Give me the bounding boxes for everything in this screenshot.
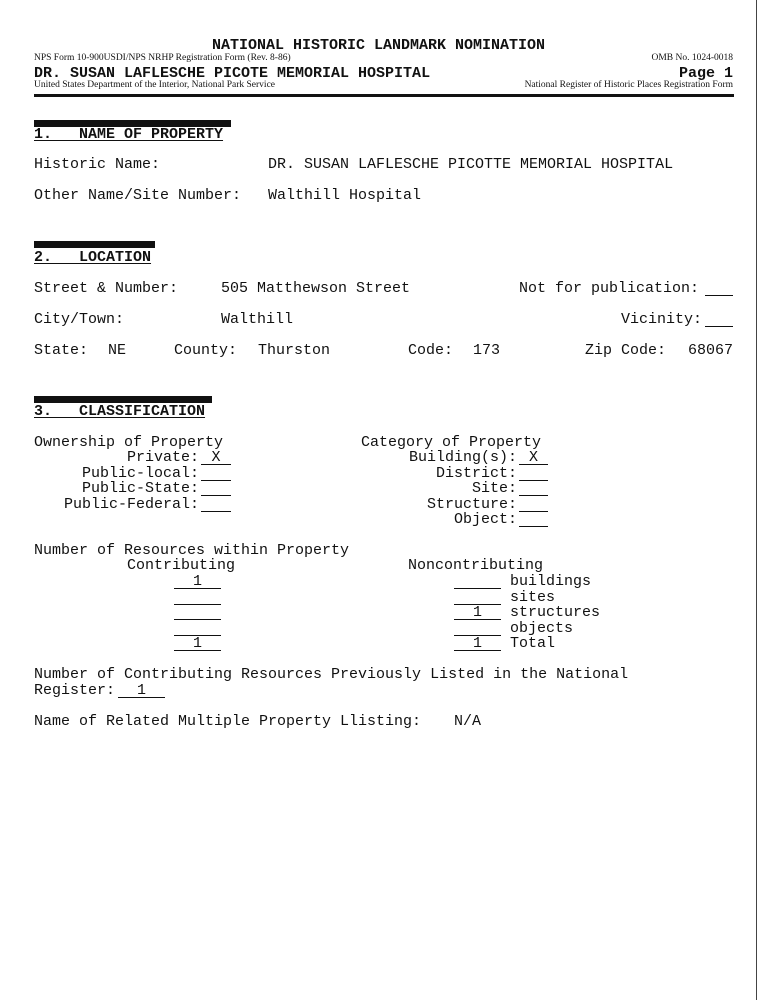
noncontributing-structures-field[interactable]: 1 <box>454 606 501 620</box>
ownership-public-federal-label: Public-Federal: <box>63 496 199 513</box>
vicinity-label: Vicinity: <box>621 311 703 328</box>
state-label: State: <box>34 342 89 359</box>
other-name-label: Other Name/Site Number: <box>34 187 242 204</box>
category-structure-field[interactable] <box>519 498 548 512</box>
ownership-public-state-label: Public-State: <box>81 480 199 497</box>
noncontributing-total-field[interactable]: 1 <box>454 637 501 651</box>
resource-type-total: Total <box>510 635 556 652</box>
contributing-label: Contributing <box>127 557 236 574</box>
resources-title: Number of Resources within Property <box>34 542 350 559</box>
register-form-name: National Register of Historic Places Registration Form <box>524 80 733 90</box>
contributing-total-field[interactable]: 1 <box>174 637 221 651</box>
zip-label: Zip Code: <box>585 342 667 359</box>
previously-listed-text: Number of Contributing Resources Previously Listed in the National <box>34 666 629 683</box>
category-site-label: Site: <box>471 480 517 497</box>
street-value: 505 Matthewson Street <box>221 280 411 297</box>
resource-type-objects: objects <box>510 620 574 637</box>
ownership-public-local-field[interactable] <box>201 467 231 481</box>
register-label: Register: <box>34 682 116 699</box>
category-title: Category of Property <box>361 434 542 451</box>
vicinity-field[interactable] <box>705 313 733 327</box>
section2-bar <box>34 241 155 248</box>
ownership-public-federal-field[interactable] <box>201 498 231 512</box>
contributing-sites-field[interactable] <box>174 591 221 605</box>
multiple-listing-value: N/A <box>454 713 482 730</box>
form-title: NATIONAL HISTORIC LANDMARK NOMINATION <box>211 37 546 54</box>
category-site-field[interactable] <box>519 482 548 496</box>
category-object-field[interactable] <box>519 513 548 527</box>
state-value: NE <box>108 342 127 359</box>
contributing-structures-field[interactable] <box>174 606 221 620</box>
city-label: City/Town: <box>34 311 125 328</box>
header-rule <box>34 94 734 97</box>
county-label: County: <box>174 342 238 359</box>
resource-type-buildings: buildings <box>510 573 592 590</box>
department-name: United States Department of the Interior, National Park Service <box>34 80 276 90</box>
not-for-publication-label: Not for publication: <box>519 280 700 297</box>
contributing-buildings-field[interactable]: 1 <box>174 575 221 589</box>
section3-heading: 3. CLASSIFICATION <box>34 403 206 420</box>
ownership-public-state-field[interactable] <box>201 482 231 496</box>
section1-heading: 1. NAME OF PROPERTY <box>34 126 224 143</box>
category-district-label: District: <box>435 465 517 482</box>
noncontributing-objects-field[interactable] <box>454 622 501 636</box>
category-object-label: Object: <box>453 511 517 528</box>
historic-name-label: Historic Name: <box>34 156 161 173</box>
ownership-private-field[interactable]: X <box>201 451 231 465</box>
zip-value: 68067 <box>688 342 734 359</box>
noncontributing-sites-field[interactable] <box>454 591 501 605</box>
omb-number: OMB No. 1024-0018 <box>651 53 733 63</box>
city-value: Walthill <box>221 311 294 328</box>
noncontributing-buildings-field[interactable] <box>454 575 501 589</box>
category-buildings-label: Building(s): <box>408 449 517 466</box>
contributing-objects-field[interactable] <box>174 622 221 636</box>
other-name-value: Walthill Hospital <box>268 187 422 204</box>
ownership-title: Ownership of Property <box>34 434 224 451</box>
code-label: Code: <box>408 342 454 359</box>
section2-heading: 2. LOCATION <box>34 249 152 266</box>
resource-type-structures: structures <box>510 604 601 621</box>
section3-bar <box>34 396 212 403</box>
noncontributing-label: Noncontributing <box>408 557 544 574</box>
resource-type-sites: sites <box>510 589 556 606</box>
page-number: Page 1 <box>678 65 733 82</box>
code-value: 173 <box>473 342 501 359</box>
not-for-publication-field[interactable] <box>705 282 733 296</box>
previously-listed-field[interactable]: 1 <box>118 684 165 698</box>
street-label: Street & Number: <box>34 280 179 297</box>
category-structure-label: Structure: <box>426 496 517 513</box>
header-property-name: DR. SUSAN LAFLESCHE PICOTE MEMORIAL HOSPITAL <box>34 65 431 82</box>
county-value: Thurston <box>258 342 331 359</box>
category-district-field[interactable] <box>519 467 548 481</box>
historic-name-value: DR. SUSAN LAFLESCHE PICOTTE MEMORIAL HOSPITAL <box>268 156 674 173</box>
ownership-public-local-label: Public-local: <box>81 465 199 482</box>
multiple-listing-label: Name of Related Multiple Property Llisting: <box>34 713 422 730</box>
form-number: NPS Form 10-900USDI/NPS NRHP Registration Form (Rev. 8-86) <box>34 53 291 63</box>
category-buildings-field[interactable]: X <box>519 451 548 465</box>
ownership-private-label: Private: <box>126 449 199 466</box>
